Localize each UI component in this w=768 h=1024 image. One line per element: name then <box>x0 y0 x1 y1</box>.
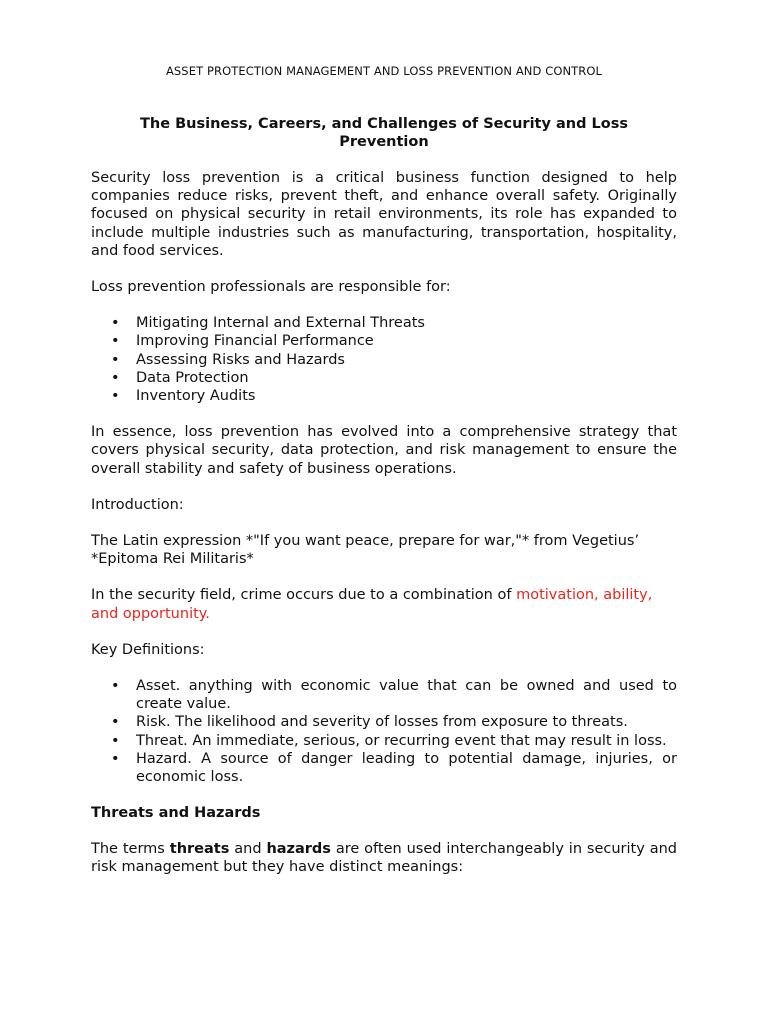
list-item <box>91 351 677 369</box>
essence-paragraph: In essence, loss prevention has evolved into a comprehensive strategy that covers physical security, data protection, and risk management to ensure the overall stability and safety of business operations. <box>91 424 677 477</box>
list-item <box>91 677 677 713</box>
intro-paragraph: Security loss prevention is a critical business function designed to help companies reduce risks, prevent theft, and enhance overall safety. Originally focused on physical security in retail environments, its role has expanded to include multiple industries such as manufacturing, transportation, hospitality, and food services. <box>91 170 677 259</box>
key-definitions-heading: Key Definitions: <box>91 641 205 658</box>
bullet-icon: • <box>111 714 120 731</box>
list-item-text: Hazard. A source of danger leading to potential damage, injuries, or economic loss. <box>136 750 677 786</box>
latin-paragraph: The Latin expression *"If you want peace, prepare for war,"* from Vegetius’ *Epitoma Rei Militaris* <box>91 533 640 568</box>
definitions-list <box>91 677 677 786</box>
document-title: The Business, Careers, and Challenges of Security and Loss Prevention <box>140 116 628 150</box>
list-item <box>91 314 677 332</box>
hazards-term: hazards <box>266 841 331 858</box>
threats-paragraph <box>91 840 677 876</box>
crime-text: In the security field, crime occurs due to a combination of <box>91 587 517 604</box>
threats-text: and <box>229 841 267 858</box>
threats-heading: Threats and Hazards <box>91 805 261 822</box>
introduction-heading: Introduction: <box>91 496 184 513</box>
threats-text: The terms <box>91 841 170 858</box>
threats-term: threats <box>169 841 230 858</box>
bullet-icon: • <box>111 351 120 368</box>
responsibilities-list <box>91 314 677 405</box>
list-item-text: Inventory Audits <box>136 388 256 405</box>
list-item <box>91 732 677 750</box>
bullet-icon: • <box>111 388 120 405</box>
list-item-text: Assessing Risks and Hazards <box>136 351 345 368</box>
list-item-text: Improving Financial Performance <box>136 333 374 350</box>
list-item <box>91 369 677 387</box>
threats-text: are often used interchangeably in security and risk management but they have distinct meanings: <box>91 841 677 876</box>
responsibilities-lead: Loss prevention professionals are responsible for: <box>91 279 451 296</box>
running-header: ASSET PROTECTION MANAGEMENT AND LOSS PREVENTION AND CONTROL <box>165 64 603 78</box>
list-item <box>91 387 677 405</box>
bullet-icon: • <box>111 315 120 332</box>
list-item <box>91 713 677 731</box>
list-item-text: Data Protection <box>136 369 249 386</box>
bullet-icon: • <box>111 369 120 386</box>
bullet-icon: • <box>111 750 120 767</box>
list-item-text: Threat. An immediate, serious, or recurring event that may result in loss. <box>136 732 667 749</box>
bullet-icon: • <box>111 678 120 695</box>
list-item <box>91 332 677 350</box>
list-item <box>91 750 677 786</box>
crime-highlight: motivation, ability, and opportunity. <box>91 587 653 622</box>
bullet-icon: • <box>111 333 120 350</box>
crime-paragraph <box>91 586 677 622</box>
list-item-text: Risk. The likelihood and severity of losses from exposure to threats. <box>136 714 628 731</box>
list-item-text: Asset. anything with economic value that can be owned and used to create value. <box>136 678 677 713</box>
list-item-text: Mitigating Internal and External Threats <box>136 315 425 332</box>
bullet-icon: • <box>111 732 120 749</box>
